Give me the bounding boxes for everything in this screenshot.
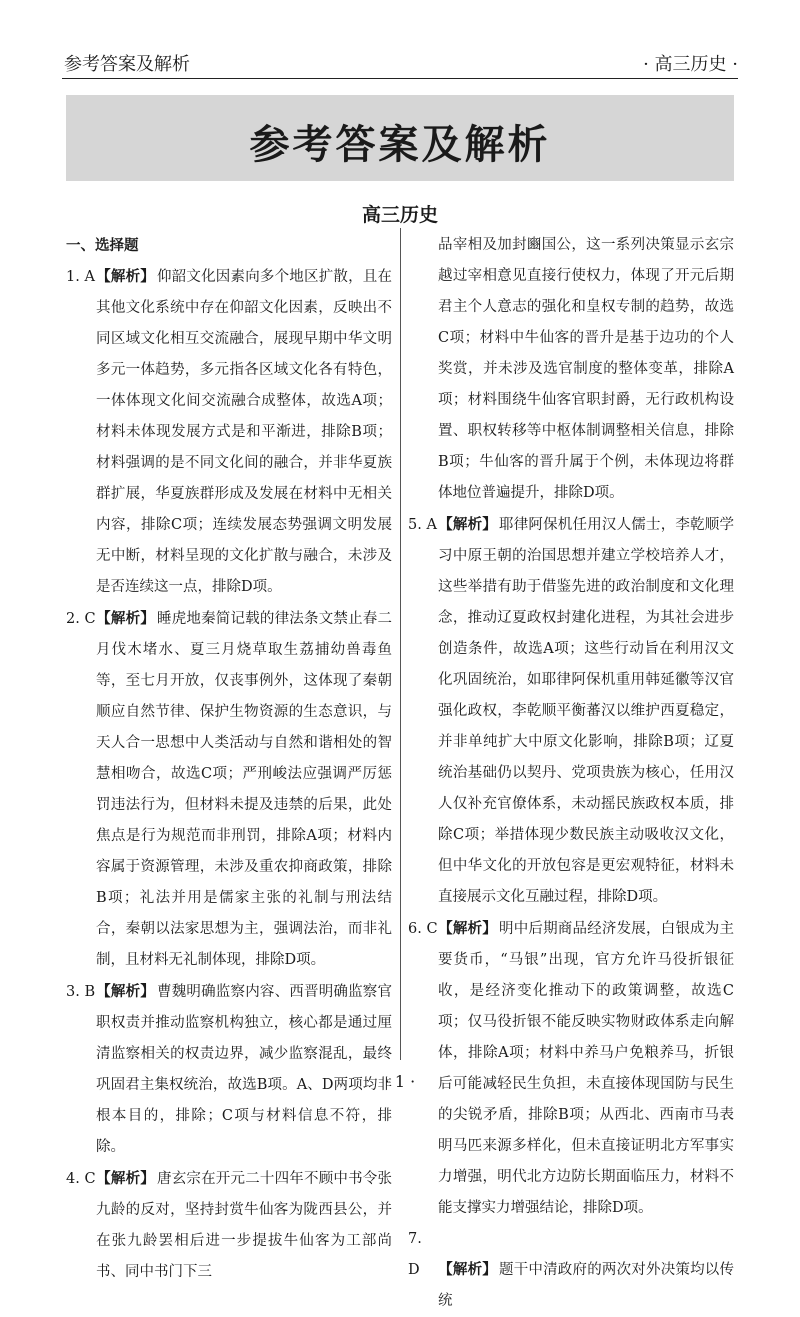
answer-item-3	[66, 976, 392, 1163]
section-heading: 一、选择题	[66, 237, 139, 254]
analysis-tag: 【解析】	[96, 1170, 155, 1187]
column-divider	[400, 228, 401, 1060]
answer-number: 5. A	[408, 517, 437, 533]
analysis-tag: 【解析】	[438, 516, 497, 533]
page-header	[62, 48, 738, 79]
answer-item-7	[408, 1224, 734, 1317]
answer-item-5	[408, 509, 734, 913]
answer-text: 睡虎地秦简记载的律法条文禁止春二月伐木堵水、夏三月烧草取生荔捕幼兽毒鱼等，至七月开放，仅丧事例外，这体现了秦朝顺应自然节律、保护生物资源的生态意识，与天人合一思想中人类活动与自然和谐相处的智慧相吻合，故选C项；严刑峻法应强调严厉惩罚违法行为，但材料未提及违禁的后果，此处焦点是行为规范而非刑罚，排除A项；材料内容属于资源管理，未涉及重农抑商政策，排除B项；礼法并用是儒家主张的礼制与刑法结合，秦朝以法家思想为主，强调法治，而非礼制，且材料无礼制体现，排除D项。	[96, 611, 392, 968]
analysis-tag: 【解析】	[438, 920, 497, 937]
header-left-title: 参考答案及解析	[64, 54, 190, 75]
right-column	[408, 230, 734, 1317]
analysis-tag: 【解析】	[438, 1261, 497, 1278]
banner-title: 参考答案及解析	[249, 122, 551, 168]
answer-text: 耶律阿保机任用汉人儒士，李乾顺学习中原王朝的治国思想并建立学校培养人才，这些举措有助于借鉴先进的政治制度和文化理念，推动辽夏政权封建化进程，为其社会进步创造条件，故选A项；这些行动旨在利用汉文化巩固统治，如耶律阿保机重用韩延徽等汉官强化政权，李乾顺平衡蕃汉以维护西夏稳定，并非单纯扩大中原文化影响，排除B项；辽夏统治基础仍以契丹、党项贵族为核心，任用汉人仅补充官僚体系，未动摇民族政权本质，排除C项；举措体现少数民族主动吸收汉文化，但中华文化的开放包容是更宏观特征，材料未直接展示文化互融过程，排除D项。	[438, 517, 734, 905]
answer-item-1	[66, 261, 392, 603]
answer-text: 仰韶文化因素向多个地区扩散，且在其他文化系统中存在仰韶文化因素，反映出不同区域文化相互交流融合，展现早期中华文明多元一体趋势，多元指各区域文化各有特色，一体体现文化间交流融合成整体，故选A项；材料未体现发展方式是和平渐进，排除B项；材料强调的是不同文化间的融合，并非华夏族群扩展，华夏族群形成及发展在材料中无相关内容，排除C项；连续发展态势强调文明发展无中断，材料呈现的文化扩散与融合，未涉及是否连续这一点，排除D项。	[96, 269, 392, 595]
answer-text: 唐玄宗在开元二十四年不顾中书令张九龄的反对，坚持封赏牛仙客为陇西县公，并在张九龄罢相后进一步提拔牛仙客为工部尚书、同中书门下三	[96, 1171, 392, 1280]
analysis-tag: 【解析】	[96, 610, 155, 627]
answer-item-4-continued: 品宰相及加封豳国公，这一系列决策显示玄宗越过宰相意见直接行使权力，体现了开元后期君主个人意志的强化和皇权专制的趋势，故选C项；材料中牛仙客的晋升是基于边功的个人奖赏，并未涉及选官制度的整体变革，排除A项；材料围绕牛仙客官职封爵，无行政机构设置、职权转移等中枢体制调整相关信息，排除B项；牛仙客的晋升属于个例，未体现边将群体地位普遍提升，排除D项。	[438, 237, 734, 501]
document-subtitle: 高三历史	[361, 204, 438, 226]
answer-number: 4. C	[66, 1171, 96, 1187]
answer-item-2	[66, 603, 392, 976]
analysis-tag: 【解析】	[96, 268, 155, 285]
answer-item-4	[66, 1163, 392, 1288]
answer-number: 6. C	[408, 921, 438, 937]
answer-text: 明中后期商品经济发展，白银成为主要货币，“马银”出现，官方允许马役折银征收，是经济变化推动下的政策调整，故选C项；仅马役折银不能反映实物财政体系走向解体，排除A项；材料中养马户免粮养马，折银后可能减轻民生负担，未直接体现国防与民生的尖锐矛盾，排除B项；从西北、西南市马表明马匹来源多样化，但未直接证明北方军事实力增强，明代北方边防长期面临压力，材料不能支撑实力增强结论，排除D项。	[438, 921, 734, 1216]
answer-text: 题干中清政府的两次对外决策均以传统	[438, 1262, 734, 1309]
answer-number: 2. C	[66, 611, 96, 627]
analysis-tag: 【解析】	[96, 983, 155, 1000]
title-banner	[66, 95, 734, 181]
answer-text: 曹魏明确监察内容、西晋明确监察官职权责并推动监察机构独立，核心都是通过厘清监察相关的权责边界，减少监察混乱，最终巩固君主集权统治，故选B项。A、D两项均非根本目的，排除；C项与材料信息不符，排除。	[96, 984, 392, 1155]
answer-item-6	[408, 913, 734, 1224]
answer-number: 7. D	[408, 1231, 422, 1278]
answer-number: 3. B	[66, 984, 96, 1000]
left-column	[66, 230, 392, 1288]
page-number: · 1 ·	[384, 1072, 416, 1091]
header-right-subject: · 高三历史 ·	[643, 54, 738, 75]
answer-number: 1. A	[66, 269, 95, 285]
